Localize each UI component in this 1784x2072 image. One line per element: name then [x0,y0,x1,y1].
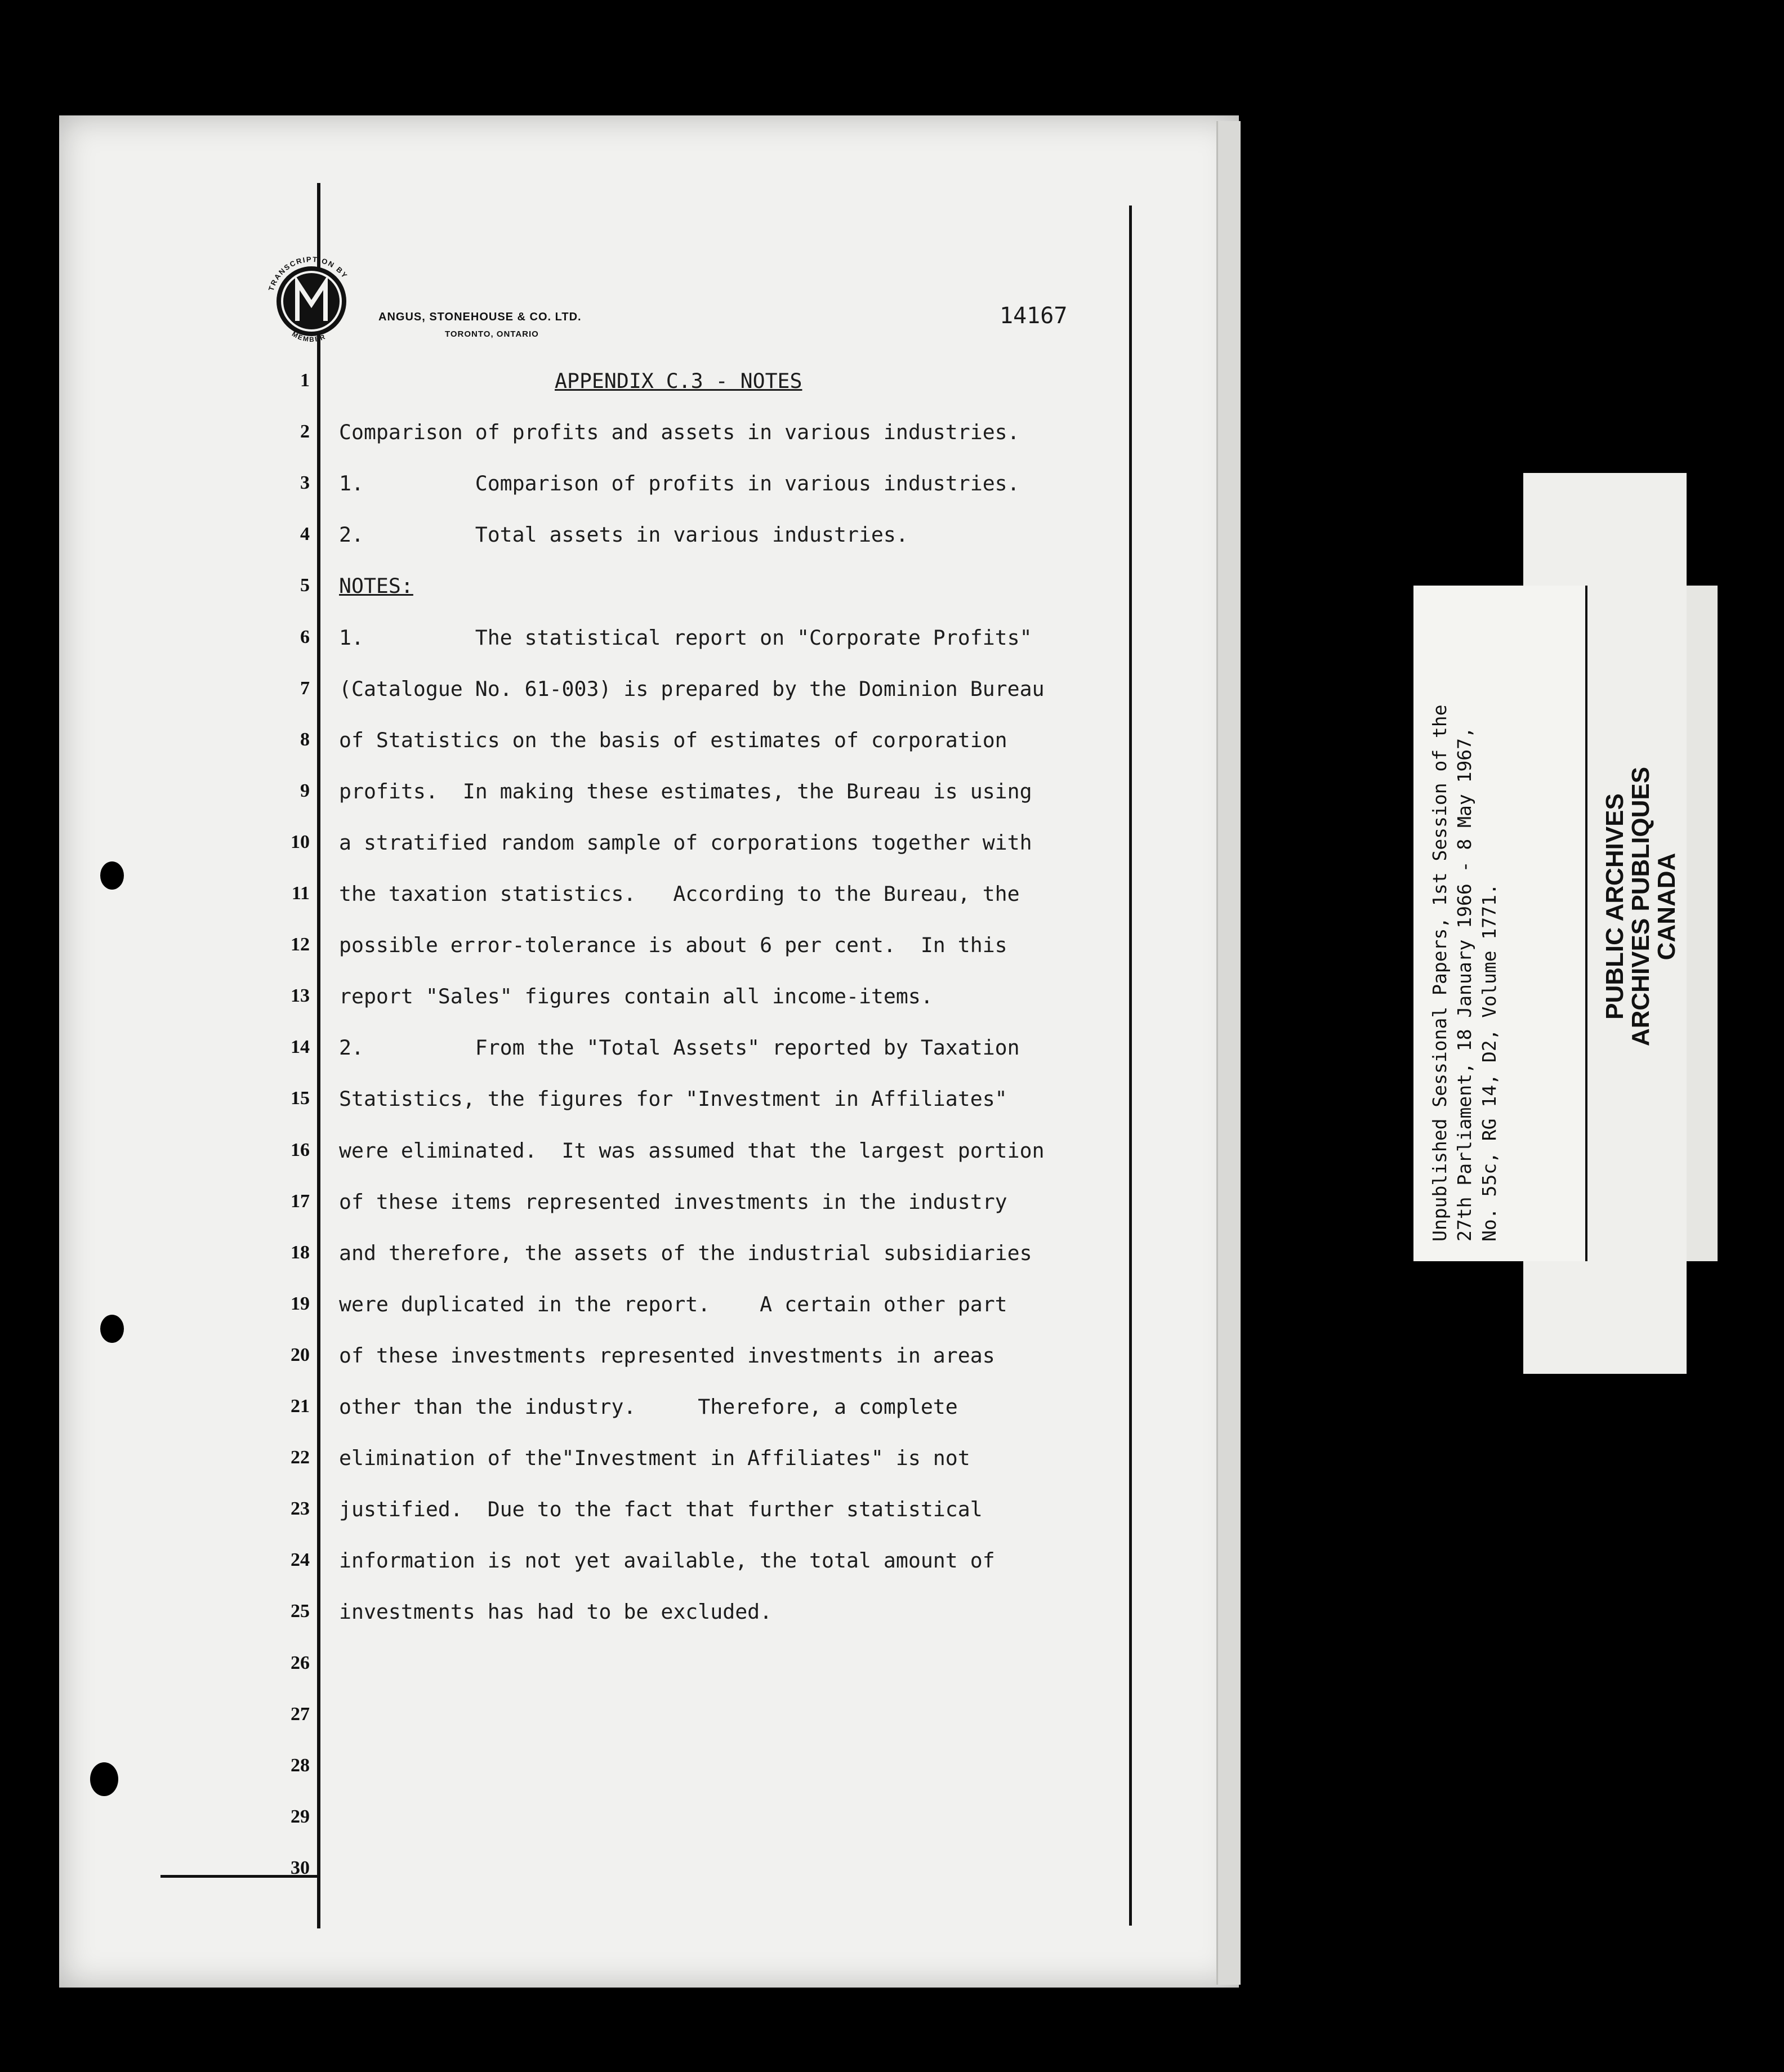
line-number: 30 [291,1857,310,1878]
binder-hole [100,861,124,890]
text-line: of these investments represented investments in areas [339,1343,995,1368]
line-number: 7 [300,677,310,699]
line-number: 13 [291,985,310,1007]
public-archives-stamp [1602,732,1692,1081]
text-line: report "Sales" figures contain all income-items. [339,984,933,1009]
text-line: a stratified random sample of corporations together with [339,830,1032,855]
line-number: 20 [291,1344,310,1365]
line-number: 10 [291,831,310,852]
text-line: profits. In making these estimates, the Bureau is using [339,779,1032,803]
text-line: 1. Comparison of profits in various industries. [339,471,1020,496]
text-line: 1. The statistical report on "Corporate Profits" [339,625,1032,650]
line-number: 23 [291,1498,310,1520]
text-line: investments has had to be excluded. [339,1600,773,1624]
archive-caption [1428,594,1568,1242]
text-line: 2. From the "Total Assets" reported by Taxation [339,1035,1020,1060]
text-line: the taxation statistics. According to the Bureau, the [339,882,1020,906]
line-number: 26 [291,1652,310,1673]
line-number: 4 [300,524,310,545]
line-number: 6 [300,626,310,648]
text-line: Statistics, the figures for "Investment in Affiliates" [339,1087,1007,1111]
line-number: 2 [300,421,310,443]
text-line: (Catalogue No. 61-003) is prepared by the Dominion Bureau [339,676,1045,701]
firm-city: TORONTO, ONTARIO [445,329,539,339]
line-number: 1 [300,370,310,391]
margin-rule-right [1129,206,1132,1926]
text-line: 2. Total assets in various industries. [339,523,908,547]
caption-line: No. 55c, RG 14, D2, Volume 1771. [1478,883,1500,1242]
line-number: 3 [300,472,310,494]
firm-name: ANGUS, STONEHOUSE & CO. LTD. [378,311,582,323]
line-number: 16 [291,1139,310,1160]
line-number: 28 [291,1754,310,1776]
text-line: Comparison of profits and assets in various industries. [339,420,1020,445]
page-number: 14167 [1000,303,1068,329]
transcription-seal-logo [258,248,365,355]
binder-hole [90,1762,118,1796]
binder-hole [100,1315,124,1343]
line-number: 19 [291,1293,310,1314]
text-line: of Statistics on the basis of estimates of corporation [339,727,1007,752]
line-number: 15 [291,1088,310,1109]
text-line: elimination of the"Investment in Affiliates" is not [339,1446,970,1471]
text-line: of these items represented investments in the industry [339,1189,1007,1214]
line-number: 8 [300,729,310,750]
archive-stamp-line: PUBLIC ARCHIVES [1601,793,1629,1020]
line-number: 22 [291,1447,310,1468]
text-line: and therefore, the assets of the industrial subsidiaries [339,1240,1032,1265]
line-number: 11 [291,883,310,904]
margin-rule-left [317,183,320,1928]
text-line: possible error-tolerance is about 6 per cent. In this [339,933,1007,958]
text-line: other than the industry. Therefore, a complete [339,1395,958,1419]
line-number: 24 [291,1549,310,1571]
text-line: justified. Due to the fact that further statistical [339,1497,983,1522]
text-line: were eliminated. It was assumed that the largest portion [339,1138,1045,1163]
text-line: information is not yet available, the total amount of [339,1548,995,1573]
line-number: 9 [300,780,310,801]
caption-line: 27th Parliament, 18 January 1966 - 8 May 1967, [1453,727,1475,1242]
caption-line: Unpublished Sessional Papers, 1st Session of the [1429,704,1451,1242]
archive-stamp-line: ARCHIVES PUBLIQUES [1627,766,1654,1047]
line-number: 5 [300,575,310,596]
page-edge-shadow [1216,121,1241,1985]
seal-text-top: TRANSCRIPTION BY [266,254,350,292]
line-number: 12 [291,934,310,955]
notes-heading: NOTES: [339,574,413,599]
document-title: APPENDIX C.3 - NOTES [555,369,802,393]
line-number: 21 [291,1396,310,1417]
line-number: 17 [291,1190,310,1212]
line-number: 29 [291,1806,310,1827]
line-number: 25 [291,1601,310,1622]
seal-text-bottom: MEMBER [290,330,327,343]
line-number: 18 [291,1242,310,1263]
archive-stamp-line: CANADA [1653,852,1680,961]
line-number: 27 [291,1703,310,1725]
line-number: 14 [291,1037,310,1058]
text-line: were duplicated in the report. A certain other part [339,1292,1007,1316]
